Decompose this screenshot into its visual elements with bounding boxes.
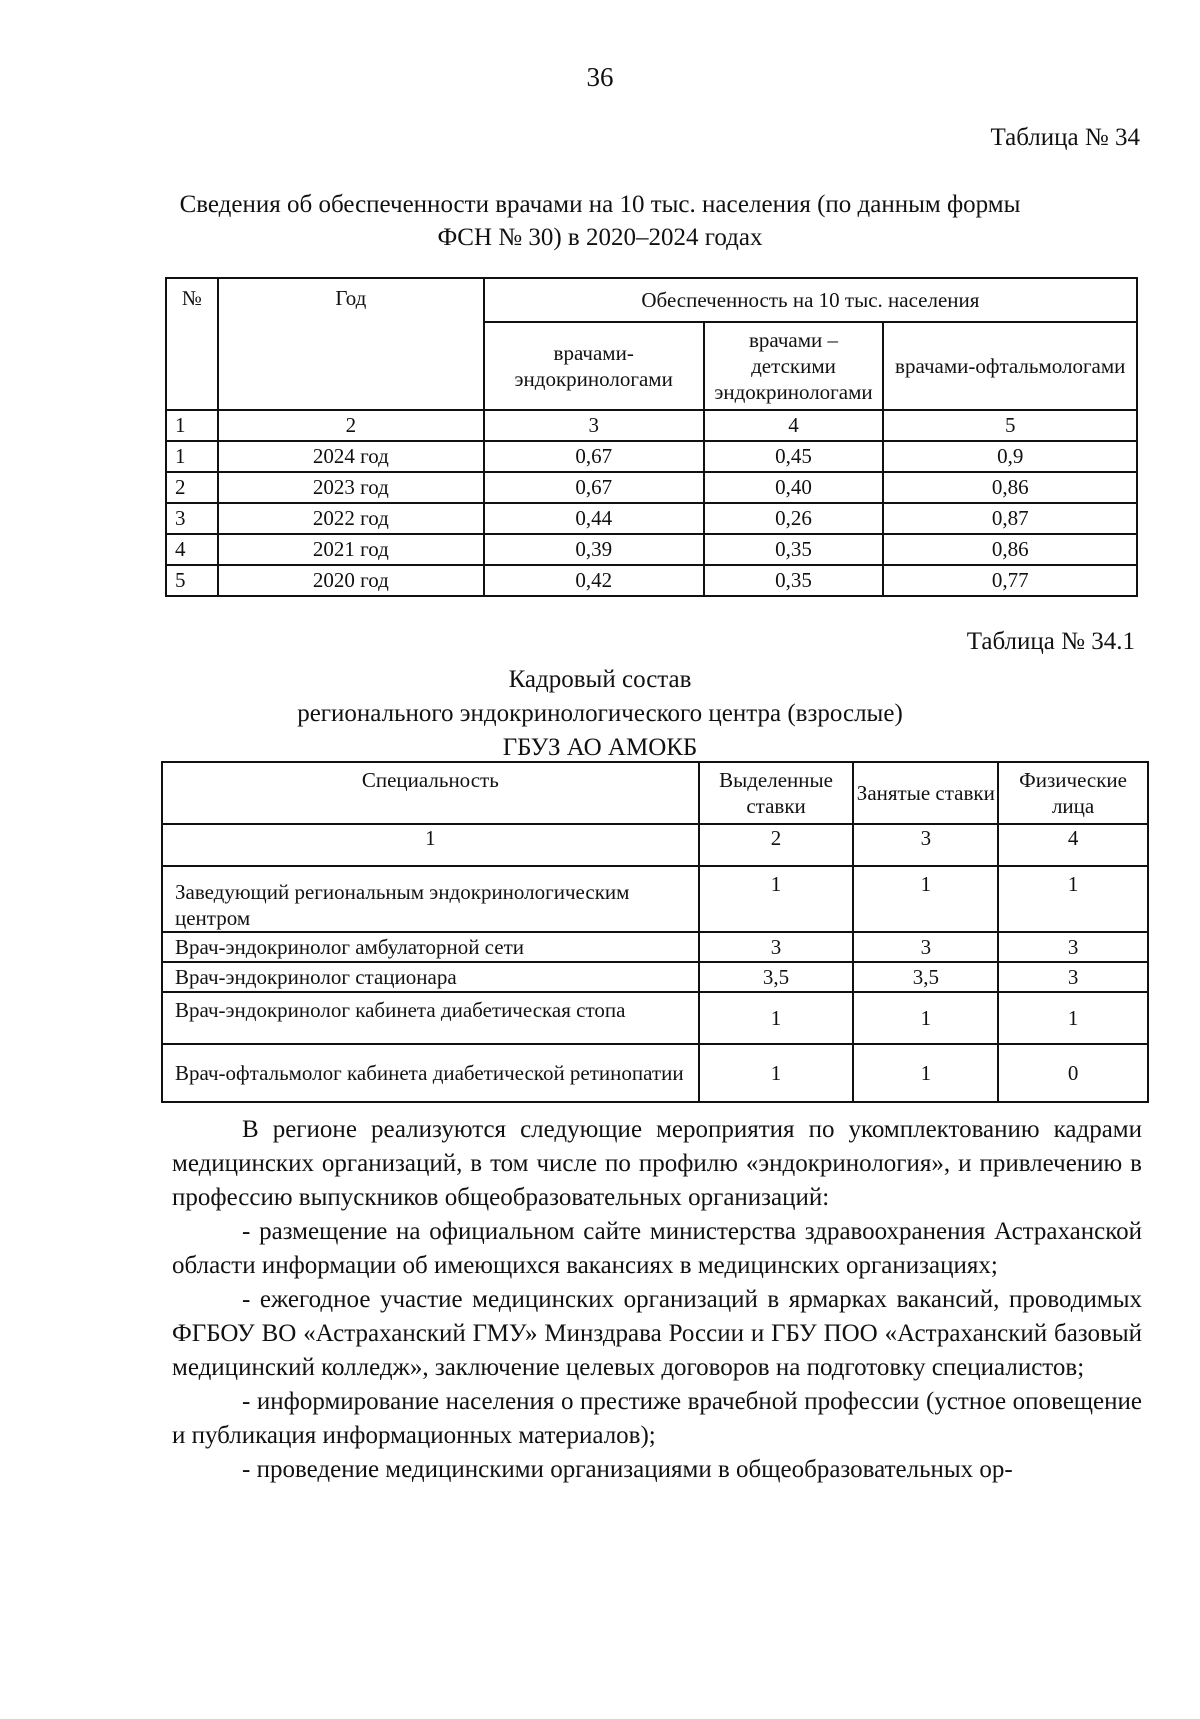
row-ophth: 0,86 [883, 534, 1137, 565]
row-persons: 1 [998, 992, 1148, 1044]
row-num: 2 [166, 472, 218, 503]
row-specialty: Заведующий региональным эндокринологическим центром [162, 866, 699, 932]
row-child-endo: 0,35 [704, 534, 884, 565]
index-cell: 4 [998, 824, 1148, 866]
header-endocrinologists: врачами-эндокринологами [484, 322, 704, 410]
row-child-endo: 0,26 [704, 503, 884, 534]
row-occupied: 1 [853, 1044, 998, 1102]
row-year: 2022 год [218, 503, 484, 534]
row-allocated: 3,5 [699, 962, 854, 992]
table2-title [0, 663, 1200, 765]
index-cell: 3 [484, 410, 704, 441]
table1-title-line1: Сведения об обеспеченности врачами на 10 тыс. населения (по данным формы [179, 191, 1021, 218]
list-item: - информирование населения о престиже врачебной профессии (устное оповещение и публикация информационных материалов); [172, 1388, 1142, 1449]
row-ophth: 0,87 [883, 503, 1137, 534]
row-allocated: 1 [699, 1044, 854, 1102]
row-allocated: 1 [699, 866, 854, 932]
row-child-endo: 0,45 [704, 441, 884, 472]
row-occupied: 1 [853, 992, 998, 1044]
table-row [166, 503, 1137, 534]
table1-title [0, 188, 1200, 254]
index-cell: 4 [704, 410, 884, 441]
row-year: 2021 год [218, 534, 484, 565]
row-ophth: 0,86 [883, 472, 1137, 503]
row-endo: 0,42 [484, 565, 704, 596]
intro-paragraph: В регионе реализуются следующие мероприятия по укомплектованию кадрами медицинских организаций, в том числе по профилю «эндокринология», и привлечению в профессию выпускников общеобразовательных организаций: [172, 1116, 1142, 1211]
row-child-endo: 0,40 [704, 472, 884, 503]
row-persons: 3 [998, 932, 1148, 962]
row-occupied: 3 [853, 932, 998, 962]
table-row [166, 441, 1137, 472]
doctor-availability-table [165, 277, 1138, 597]
row-specialty: Врач-эндокринолог амбулаторной сети [162, 932, 699, 962]
header-occupied-rates: Занятые ставки [853, 762, 998, 824]
row-endo: 0,67 [484, 441, 704, 472]
list-item: - размещение на официальном сайте министерства здравоохранения Астраханской области информации об имеющихся вакансиях в медицинских организациях; [172, 1218, 1142, 1279]
table2-title-line1: Кадровый состав [508, 666, 692, 693]
row-persons: 0 [998, 1044, 1148, 1102]
row-allocated: 3 [699, 932, 854, 962]
table-row [162, 866, 1148, 932]
staff-composition-table [161, 761, 1149, 1103]
table-row [162, 932, 1148, 962]
row-ophth: 0,9 [883, 441, 1137, 472]
table2-title-line3: ГБУЗ АО АМОКБ [502, 734, 698, 761]
table-row [162, 992, 1148, 1044]
header-num: № [166, 278, 218, 410]
table2-title-line2: регионального эндокринологического центра (взрослые) [297, 700, 903, 727]
row-specialty: Врач-эндокринолог стационара [162, 962, 699, 992]
header-physical-persons: Физические лица [998, 762, 1148, 824]
row-num: 4 [166, 534, 218, 565]
header-ophthalmologists: врачами-офтальмологами [883, 322, 1137, 410]
table-row [166, 534, 1137, 565]
table2-index-row [162, 824, 1148, 866]
index-cell: 5 [883, 410, 1137, 441]
row-year: 2023 год [218, 472, 484, 503]
table-row [166, 565, 1137, 596]
row-allocated: 1 [699, 992, 854, 1044]
row-endo: 0,39 [484, 534, 704, 565]
list-item: - ежегодное участие медицинских организаций в ярмарках вакансий, проводимых ФГБОУ ВО «Астраханский ГМУ» Минздрава России и ГБУ ПОО «Астраханский базовый медицинский колледж», заключение целевых договоров на подготовку специалистов; [172, 1286, 1142, 1381]
row-occupied: 1 [853, 866, 998, 932]
table-row [166, 472, 1137, 503]
row-num: 1 [166, 441, 218, 472]
list-item: - проведение медицинскими организациями в общеобразовательных ор- [242, 1456, 1013, 1483]
index-cell: 3 [853, 824, 998, 866]
header-allocated-rates: Выделенные ставки [699, 762, 854, 824]
table1-title-line2: ФСН № 30) в 2020–2024 годах [437, 224, 763, 251]
row-occupied: 3,5 [853, 962, 998, 992]
body-text [172, 1113, 1142, 1487]
header-specialty: Специальность [162, 762, 699, 824]
index-cell: 2 [218, 410, 484, 441]
row-num: 3 [166, 503, 218, 534]
row-persons: 3 [998, 962, 1148, 992]
row-specialty: Врач-офтальмолог кабинета диабетической ретинопатии [162, 1044, 699, 1102]
row-year: 2020 год [218, 565, 484, 596]
index-cell: 2 [699, 824, 854, 866]
index-cell: 1 [162, 824, 699, 866]
row-ophth: 0,77 [883, 565, 1137, 596]
row-specialty: Врач-эндокринолог кабинета диабетическая стопа [162, 992, 699, 1044]
header-year: Год [218, 278, 484, 410]
row-endo: 0,44 [484, 503, 704, 534]
page-number: 36 [586, 62, 614, 92]
table2-label: Таблица № 34.1 [966, 628, 1135, 655]
table1-index-row [166, 410, 1137, 441]
row-endo: 0,67 [484, 472, 704, 503]
header-child-endocrinologists: врачами – детскими эндокринологами [704, 322, 884, 410]
row-persons: 1 [998, 866, 1148, 932]
index-cell: 1 [166, 410, 218, 441]
row-num: 5 [166, 565, 218, 596]
table2-header-row [162, 762, 1148, 824]
table1-label: Таблица № 34 [990, 124, 1140, 151]
table1-header-row [166, 278, 1137, 322]
table-row [162, 1044, 1148, 1102]
header-availability-group: Обеспеченность на 10 тыс. населения [484, 278, 1137, 322]
row-year: 2024 год [218, 441, 484, 472]
row-child-endo: 0,35 [704, 565, 884, 596]
table-row [162, 962, 1148, 992]
